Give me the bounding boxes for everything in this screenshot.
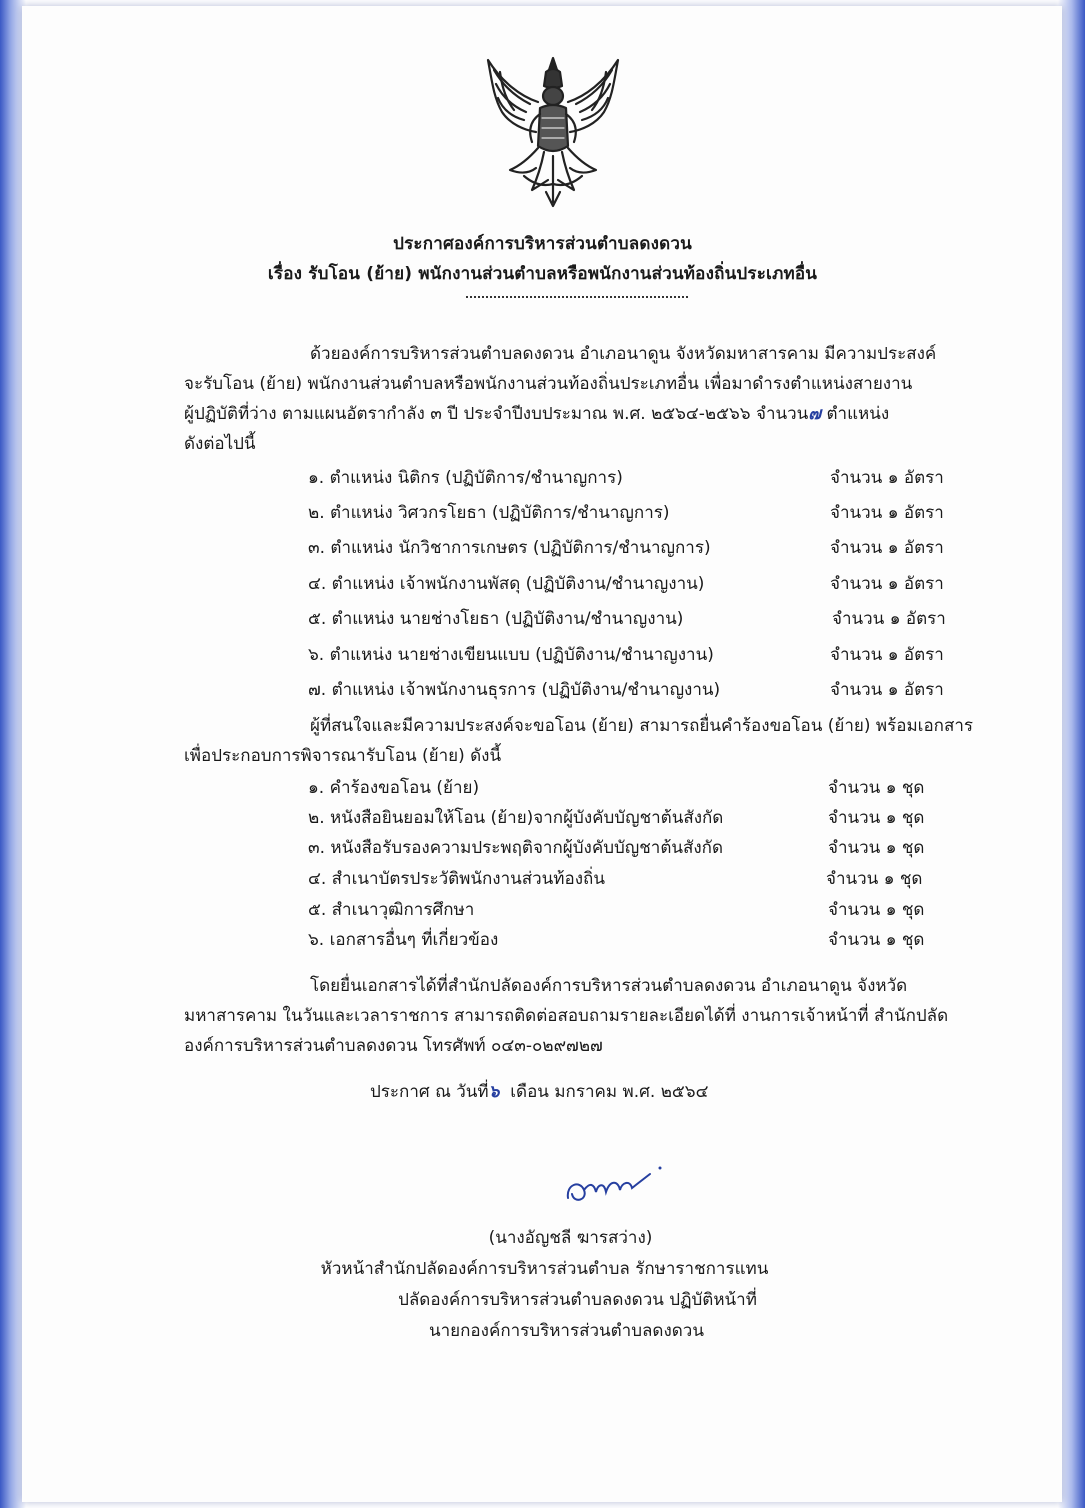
position-item-qty: จำนวน ๑ อัตรา (830, 645, 944, 665)
document-item-label: ๖. เอกสารอื่นๆ ที่เกี่ยวข้อง (308, 930, 499, 950)
position-item-label: ๔. ตำแหน่ง เจ้าพนักงานพัสดุ (ปฏิบัติงาน/ชำนาญงาน) (308, 574, 705, 594)
signatory-title-1: หัวหน้าสำนักปลัดองค์การบริหารส่วนตำบล รักษาราชการแทน (320, 1259, 769, 1279)
position-item-qty: จำนวน ๑ อัตรา (832, 609, 946, 629)
intro-line-4: ดังต่อไปนี้ (184, 434, 256, 454)
position-item-qty: จำนวน ๑ อัตรา (830, 538, 944, 558)
document-title: ประกาศองค์การบริหารส่วนตำบลดงดวน (393, 234, 692, 254)
intro-line-3-tail: ตำแหน่ง (826, 404, 890, 424)
handwritten-count: ๗ (808, 404, 822, 424)
position-item-qty: จำนวน ๑ อัตรา (830, 468, 944, 488)
intro-line-3 (184, 404, 889, 424)
position-item-label: ๗. ตำแหน่ง เจ้าพนักงานธุรการ (ปฏิบัติงาน/ชำนาญงาน) (308, 680, 721, 700)
announce-date (370, 1082, 708, 1102)
document-item-label: ๒. หนังสือยินยอมให้โอน (ย้าย)จากผู้บังคับบัญชาต้นสังกัด (308, 808, 724, 828)
position-item-label: ๑. ตำแหน่ง นิติกร (ปฏิบัติการ/ชำนาญการ) (308, 468, 623, 488)
document-item-label: ๑. คำร้องขอโอน (ย้าย) (308, 778, 480, 798)
contact-line-1: โดยยื่นเอกสารได้ที่สำนักปลัดองค์การบริหารส่วนตำบลดงดวน อำเภอนาดูน จังหวัด (310, 976, 908, 996)
position-item-label: ๒. ตำแหน่ง วิศวกรโยธา (ปฏิบัติการ/ชำนาญการ) (308, 503, 670, 523)
signatory-title-3: นายกองค์การบริหารส่วนตำบลดงดวน (429, 1321, 704, 1341)
docs-intro-line-1: ผู้ที่สนใจและมีความประสงค์จะขอโอน (ย้าย) สามารถยื่นคำร้องขอโอน (ย้าย) พร้อมเอกสาร (310, 716, 974, 736)
document-item-qty: จำนวน ๑ ชุด (828, 900, 925, 920)
position-item-label: ๓. ตำแหน่ง นักวิชาการเกษตร (ปฏิบัติการ/ชำนาญการ) (308, 538, 711, 558)
document-item-label: ๕. สำเนาวุฒิการศึกษา (308, 900, 475, 920)
document-item-qty: จำนวน ๑ ชุด (828, 838, 925, 858)
intro-line-1: ด้วยองค์การบริหารส่วนตำบลดงดวน อำเภอนาดูน จังหวัดมหาสารคาม มีความประสงค์ (310, 344, 937, 364)
position-item-label: ๕. ตำแหน่ง นายช่างโยธา (ปฏิบัติงาน/ชำนาญงาน) (308, 609, 684, 629)
announce-prefix: ประกาศ ณ วันที่ (370, 1082, 489, 1102)
garuda-emblem-icon (480, 52, 626, 212)
handwritten-day: ๖ (488, 1082, 500, 1102)
document-subject: เรื่อง รับโอน (ย้าย) พนักงานส่วนตำบลหรือพนักงานส่วนท้องถิ่นประเภทอื่น (267, 264, 818, 284)
dotted-divider (466, 296, 688, 298)
position-item-qty: จำนวน ๑ อัตรา (830, 503, 944, 523)
announce-rest: เดือน มกราคม พ.ศ. ๒๕๖๔ (510, 1082, 709, 1102)
docs-intro-line-2: เพื่อประกอบการพิจารณารับโอน (ย้าย) ดังนี้ (184, 746, 502, 766)
contact-line-2: มหาสารคาม ในวันและเวลาราชการ สามารถติดต่อสอบถามรายละเอียดได้ที่ งานการเจ้าหน้าที่ สำนักปลัด (184, 1006, 949, 1026)
document-item-label: ๓. หนังสือรับรองความประพฤติจากผู้บังคับบัญชาต้นสังกัด (308, 838, 724, 858)
position-item-qty: จำนวน ๑ อัตรา (830, 680, 944, 700)
contact-line-3: องค์การบริหารส่วนตำบลดงดวน โทรศัพท์ ๐๔๓-๐๒๙๗๒๗ (184, 1036, 603, 1056)
intro-line-2: จะรับโอน (ย้าย) พนักงานส่วนตำบลหรือพนักงานส่วนท้องถิ่นประเภทอื่น เพื่อมาดำรงตำแหน่งสายงาน (184, 374, 913, 394)
document-item-label: ๔. สำเนาบัตรประวัติพนักงานส่วนท้องถิ่น (308, 869, 605, 889)
signatory-title-2: ปลัดองค์การบริหารส่วนตำบลดงดวน ปฏิบัติหน้าที่ (398, 1290, 757, 1310)
signatory-name: (นางอัญชลี ฆารสว่าง) (488, 1228, 653, 1248)
handwritten-signature (560, 1162, 670, 1212)
intro-line-3-text: ผู้ปฏิบัติที่ว่าง ตามแผนอัตรากำลัง ๓ ปี ประจำปีงบประมาณ พ.ศ. ๒๕๖๔-๒๕๖๖ จำนวน (184, 404, 809, 424)
document-item-qty: จำนวน ๑ ชุด (826, 869, 923, 889)
position-item-qty: จำนวน ๑ อัตรา (830, 574, 944, 594)
document-item-qty: จำนวน ๑ ชุด (828, 778, 925, 798)
document-item-qty: จำนวน ๑ ชุด (828, 930, 925, 950)
position-item-label: ๖. ตำแหน่ง นายช่างเขียนแบบ (ปฏิบัติงาน/ชำนาญงาน) (308, 645, 714, 665)
document-item-qty: จำนวน ๑ ชุด (828, 808, 925, 828)
